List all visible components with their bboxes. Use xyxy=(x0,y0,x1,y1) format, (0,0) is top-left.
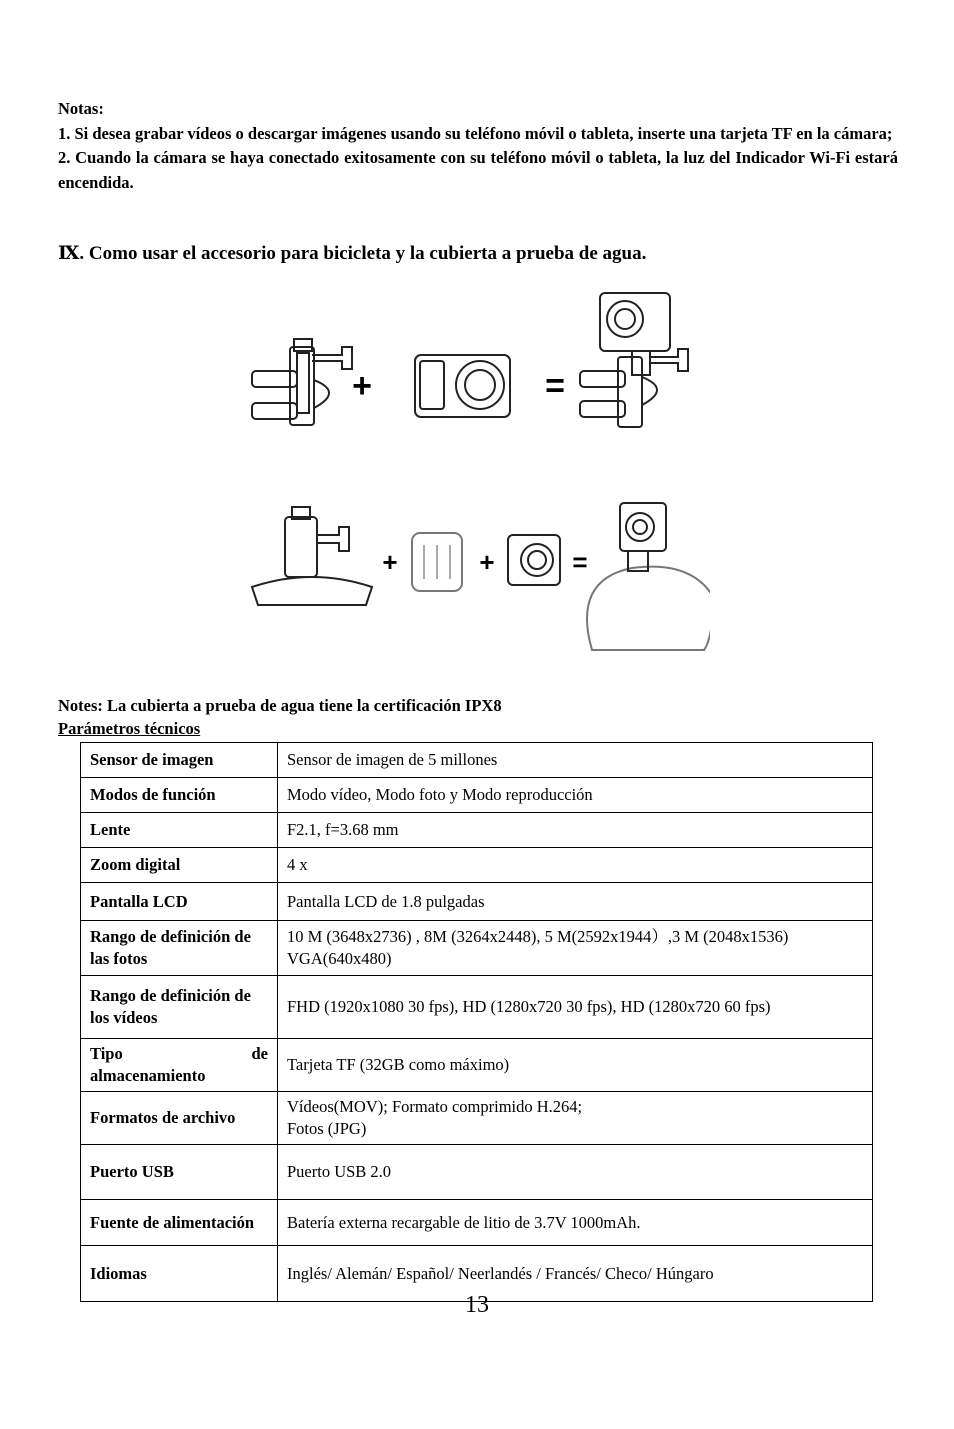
table-row xyxy=(81,1145,873,1200)
spec-value: Tarjeta TF (32GB como máximo) xyxy=(278,1039,873,1092)
spec-value: Pantalla LCD de 1.8 pulgadas xyxy=(278,883,873,921)
table-row xyxy=(81,1200,873,1246)
spec-label: Pantalla LCD xyxy=(81,883,278,921)
spec-label-word-1: Tipo xyxy=(90,1044,123,1063)
spec-label: Rango de definición de los vídeos xyxy=(81,976,278,1039)
plus-symbol-3: + xyxy=(479,547,495,577)
helmet-mount-figure xyxy=(240,495,710,655)
notes-item-1: 1. Si desea grabar vídeos o descargar imágenes usando su teléfono móvil o tableta, inserte una tarjeta TF en la cámara; xyxy=(58,123,893,143)
table-row xyxy=(81,883,873,921)
spec-value: FHD (1920x1080 30 fps), HD (1280x720 30 fps), HD (1280x720 60 fps) xyxy=(278,976,873,1039)
plus-symbol-2: + xyxy=(382,547,398,577)
spec-value: Puerto USB 2.0 xyxy=(278,1145,873,1200)
helmet-assembly-illustration xyxy=(587,503,710,650)
spec-value-line-2: Fotos (JPG) xyxy=(287,1119,367,1138)
spec-value xyxy=(278,1092,873,1145)
spec-label-word-2: de xyxy=(251,1044,268,1063)
spec-value-line-1: Vídeos(MOV); Formato comprimido H.264; xyxy=(287,1097,583,1116)
spec-label: Modos de función xyxy=(81,778,278,813)
section-heading xyxy=(58,242,646,265)
spec-value: 10 M (3648x2736) , 8M (3264x2448), 5 M(2592x1944）,3 M (2048x1536) VGA(640x480) xyxy=(278,921,873,976)
spec-label: Rango de definición de las fotos xyxy=(81,921,278,976)
spec-value: Sensor de imagen de 5 millones xyxy=(278,743,873,778)
table-row xyxy=(81,778,873,813)
spec-label-word-3: almacenamiento xyxy=(90,1066,206,1085)
section-title: Como usar el accesorio para bicicleta y la cubierta a prueba de agua. xyxy=(88,243,647,264)
spec-value: Inglés/ Alemán/ Español/ Neerlandés / Francés/ Checo/ Húngaro xyxy=(278,1246,873,1302)
specs-table xyxy=(80,742,873,1302)
spec-value: F2.1, f=3.68 mm xyxy=(278,813,873,848)
adhesive-pad-illustration xyxy=(412,533,462,591)
equals-symbol-1: = xyxy=(545,367,565,405)
table-row xyxy=(81,848,873,883)
plus-symbol-1: + xyxy=(352,367,372,405)
page-number: 13 xyxy=(465,1292,489,1318)
small-housing-illustration xyxy=(508,535,560,585)
equals-symbol-2: = xyxy=(572,547,588,577)
specs-title: Parámetros técnicos xyxy=(58,719,201,738)
assembled-mount-illustration xyxy=(580,293,688,427)
spec-value: Modo vídeo, Modo foto y Modo reproducción xyxy=(278,778,873,813)
table-row xyxy=(81,921,873,976)
section-numeral: Ⅸ. xyxy=(58,243,85,264)
spec-label-justified xyxy=(90,1043,268,1065)
table-row xyxy=(81,976,873,1039)
spec-value: Batería externa recargable de litio de 3.7V 1000mAh. xyxy=(278,1200,873,1246)
spec-label xyxy=(81,1039,278,1092)
spec-label: Zoom digital xyxy=(81,848,278,883)
spec-value: 4 x xyxy=(278,848,873,883)
ipx8-note: Notes: La cubierta a prueba de agua tiene la certificación IPX8 xyxy=(58,696,502,715)
spec-label: Fuente de alimentación xyxy=(81,1200,278,1246)
spec-label: Lente xyxy=(81,813,278,848)
spec-label: Sensor de imagen xyxy=(81,743,278,778)
notes-block xyxy=(58,97,898,195)
spec-label: Formatos de archivo xyxy=(81,1092,278,1145)
notes-title: Notas: xyxy=(58,99,104,118)
bike-mount-figure xyxy=(240,285,700,435)
table-row xyxy=(81,1039,873,1092)
spec-label: Puerto USB xyxy=(81,1145,278,1200)
table-row xyxy=(81,743,873,778)
waterproof-housing-illustration xyxy=(415,355,510,417)
notes-item-2: 2. Cuando la cámara se haya conectado exitosamente con su teléfono móvil o tableta, la luz del Indicador Wi-Fi estará encendida. xyxy=(58,148,898,192)
table-row xyxy=(81,1092,873,1145)
helmet-base-mount-illustration xyxy=(252,507,372,605)
bike-clamp-illustration xyxy=(252,339,352,425)
table-row xyxy=(81,813,873,848)
spec-label: Idiomas xyxy=(81,1246,278,1302)
